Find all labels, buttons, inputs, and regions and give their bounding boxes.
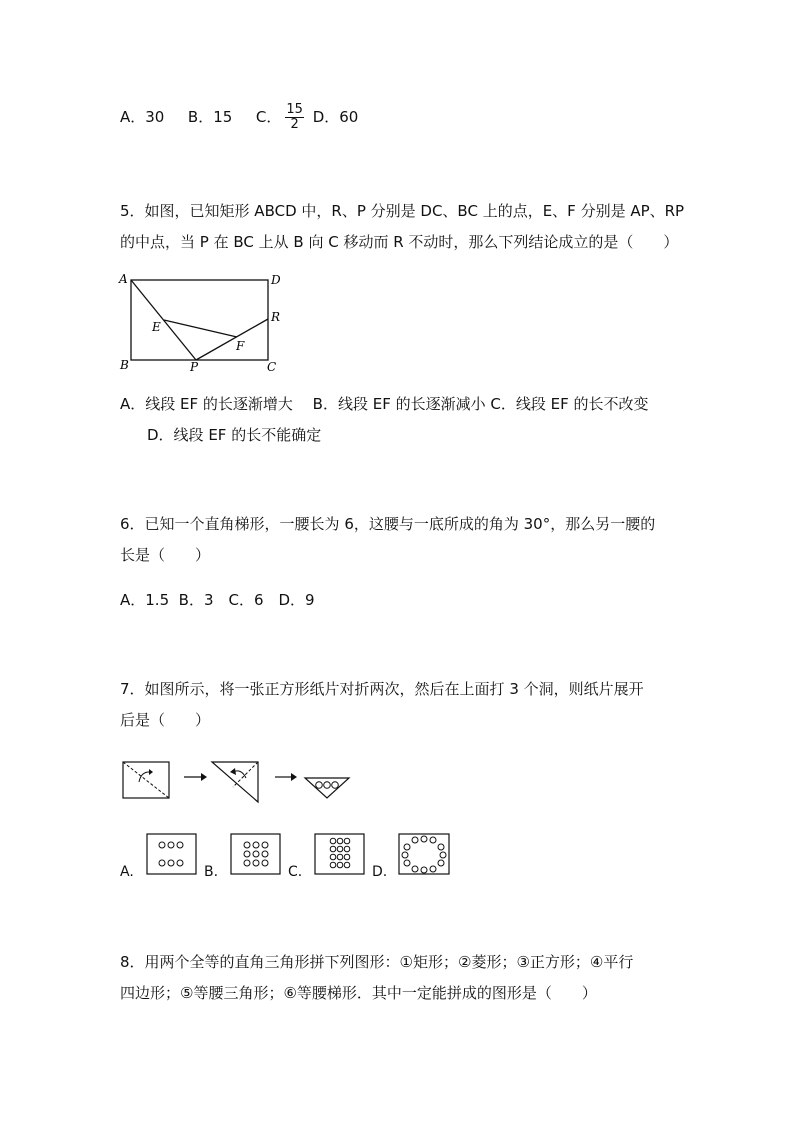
label-e: E [152,320,161,334]
q5-options-line1: A．线段 EF 的长逐渐增大 B．线段 EF 的长逐渐减小 C．线段 EF 的长不改变 [120,395,649,413]
q4-options [120,103,358,132]
label-d: D [271,273,281,287]
q8-stem-line1: 8．用两个全等的直角三角形拼下列图形：①矩形；②菱形；③正方形；④平行 [120,953,634,971]
q7-stem-line1: 7．如图所示，将一张正方形纸片对折两次，然后在上面打 3 个洞，则纸片展开 [120,680,644,698]
q5-options-line2: D．线段 EF 的长不能确定 [147,426,322,444]
q6-stem-line2: 长是（ ） [120,546,211,564]
q5-stem-line1: 5．如图，已知矩形 ABCD 中，R、P 分别是 DC、BC 上的点，E、F 分别是 AP、RP [120,202,685,220]
label-f: F [236,339,245,353]
q6-stem-line1: 6．已知一个直角梯形，一腰长为 6，这腰与一底所成的角为 30°，那么另一腰的 [120,515,656,533]
label-p: P [190,360,199,374]
q5-stem-line2: 的中点，当 P 在 BC 上从 B 向 C 移动而 R 不动时，那么下列结论成立的是（ ） [120,233,679,251]
q6-options: A．1.5 B．3 C．6 D．9 [120,591,315,609]
q7-option-c-figure [314,833,366,876]
q7-stem-line2: 后是（ ） [120,711,211,729]
q4-option-b: B．15 [187,108,233,126]
label-r: R [271,310,281,324]
q7-folding-diagram [115,754,365,810]
q4-option-d: D．60 [312,108,359,126]
q7-option-b-figure [230,833,282,876]
q5-rectangle-figure [112,268,292,378]
q7-option-a-label: A. [120,864,134,880]
q8-stem-line2: 四边形；⑤等腰三角形；⑥等腰梯形．其中一定能拼成的图形是（ ） [120,984,597,1002]
q4-option-a: A．30 [120,108,165,126]
q4-option-c-fraction: $\frac{15}{2}$ [286,102,303,132]
q7-option-d-figure [398,833,452,876]
q4-option-c: C． [255,108,282,126]
label-a: A [119,272,128,286]
label-c: C [267,360,277,374]
q7-option-d-label: D. [372,864,388,880]
label-b: B [120,358,129,372]
q7-option-b-label: B. [204,864,219,880]
q7-option-c-label: C. [288,864,303,880]
q7-option-a-figure [146,833,198,876]
